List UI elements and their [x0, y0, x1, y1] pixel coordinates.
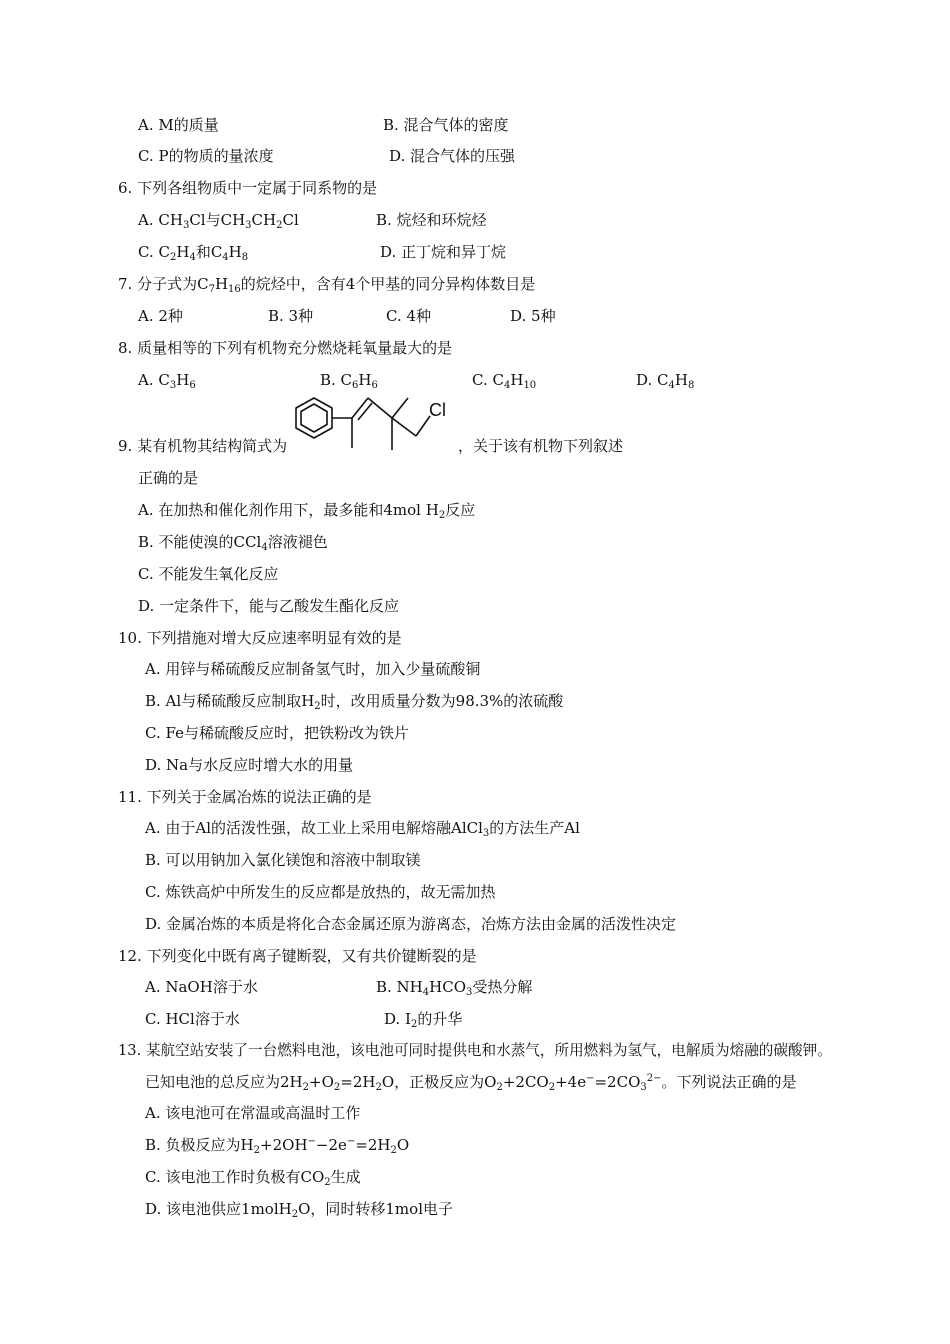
- q11-option-a: A. 由于Al的活泼性强，故工业上采用电解熔融AlCl$_3$的方法生产Al: [145, 819, 580, 839]
- q5-option-c: C. P的物质的量浓度: [138, 147, 274, 165]
- q10-option-c: C. Fe与稀硫酸反应时，把铁粉改为铁片: [145, 724, 409, 742]
- q9-structure-diagram: [288, 392, 458, 454]
- q11-option-c: C. 炼铁高炉中所发生的反应都是放热的，故无需加热: [145, 883, 496, 901]
- q7-option-a: A. 2种: [138, 307, 183, 325]
- double-bond-1: [352, 398, 368, 418]
- q9-stem: 9. 某有机物其结构简式为: [118, 437, 288, 455]
- q8-option-c: C. $C_4H_{10}$: [472, 371, 537, 391]
- q7-option-b: B. 3种: [268, 307, 314, 325]
- q10-option-d: D. Na与水反应时增大水的用量: [145, 756, 354, 774]
- q11-option-b: B. 可以用钠加入氯化镁饱和溶液中制取镁: [145, 851, 421, 869]
- q12-option-a: A. NaOH溶于水: [145, 978, 258, 996]
- q5-option-b: B. 混合气体的密度: [383, 116, 509, 134]
- q13-option-d: D. 该电池供应1molH$_2$O，同时转移1mol电子: [145, 1200, 453, 1220]
- q13-stem: 13. 某航空站安装了一台燃料电池，该电池可同时提供电和水蒸气，所用燃料为氢气，电解质为熔融的碳酸钾。: [118, 1042, 832, 1059]
- q12-option-d: D. $I_2$的升华: [384, 1010, 463, 1030]
- q9-option-c: C. 不能发生氧化反应: [138, 565, 279, 583]
- q10-option-b: B. Al与稀硫酸反应制取$H_2$时，改用质量分数为98.3%的浓硫酸: [145, 692, 564, 712]
- q8-option-b: B. $C_6H_6$: [320, 371, 378, 391]
- q9-option-d: D. 一定条件下，能与乙酸发生酯化反应: [138, 597, 400, 615]
- q8-option-a: A. $C_3H_6$: [138, 371, 196, 391]
- q11-option-d: D. 金属冶炼的本质是将化合态金属还原为游离态，冶炼方法由金属的活泼性决定: [145, 915, 677, 933]
- bond-c4-cl: [416, 416, 430, 436]
- cl-label: Cl: [429, 400, 446, 420]
- double-bond-2: [358, 403, 372, 420]
- q11-stem: 11. 下列关于金属冶炼的说法正确的是: [118, 788, 372, 806]
- q6-option-d: D. 正丁烷和异丁烷: [380, 243, 507, 261]
- benzene-inner-ring: [301, 404, 327, 432]
- q7-stem: 7. 分子式为$C_7H_{16}$的烷烃中，含有4个甲基的同分异构体数目是: [118, 275, 536, 295]
- q6-option-c: C. $C_2H_4$和$C_4H_8$: [138, 243, 249, 263]
- q6-stem: 6. 下列各组物质中一定属于同系物的是: [118, 179, 378, 197]
- q9-stem-line2: 正确的是: [138, 469, 199, 487]
- bond-c3-c4: [392, 418, 416, 436]
- q12-option-b: B. $NH_4HCO_3$受热分解: [376, 978, 533, 998]
- q7-option-d: D. 5种: [510, 307, 556, 325]
- q7-option-c: C. 4种: [386, 307, 432, 325]
- q6-option-b: B. 烷烃和环烷烃: [376, 211, 487, 229]
- q9-stem-tail: ，关于该有机物下列叙述: [458, 437, 624, 455]
- q13-option-c: C. 该电池工作时负极有$CO_2$生成: [145, 1168, 361, 1188]
- q5-option-d: D. 混合气体的压强: [389, 147, 516, 165]
- q13-option-a: A. 该电池可在常温或高温时工作: [145, 1104, 361, 1122]
- q8-option-d: D. $C_4H_8$: [636, 371, 695, 391]
- q5-option-a: A. M的质量: [138, 116, 219, 134]
- q9-option-b: B. 不能使溴的CCl$_4$溶液褪色: [138, 533, 328, 553]
- q12-stem: 12. 下列变化中既有离子键断裂，又有共价键断裂的是: [118, 947, 477, 965]
- q6-option-a: A. $CH_3Cl$与$CH_3CH_2Cl$: [138, 211, 299, 231]
- q8-stem: 8. 质量相等的下列有机物充分燃烧耗氧量最大的是: [118, 339, 453, 357]
- q10-stem: 10. 下列措施对增大反应速率明显有效的是: [118, 629, 402, 647]
- q9-option-a: A. 在加热和催化剂作用下，最多能和4mol $H_2$反应: [138, 501, 476, 521]
- q13-option-b: B. 负极反应为$H_2+2OH^--2e^-=2H_2O$: [145, 1136, 410, 1156]
- q10-option-a: A. 用锌与稀硫酸反应制备氢气时，加入少量硫酸铜: [145, 660, 481, 678]
- q12-option-c: C. HCl溶于水: [145, 1010, 240, 1028]
- bond-c2-c3: [368, 398, 392, 418]
- methyl-3: [392, 398, 408, 418]
- q13-stem-line2: 已知电池的总反应为$2H_2+O_2=2H_2O$，正极反应为$O_2+2CO_2+4e^-=2CO_3^{2-}$。下列说法正确的是: [145, 1073, 797, 1093]
